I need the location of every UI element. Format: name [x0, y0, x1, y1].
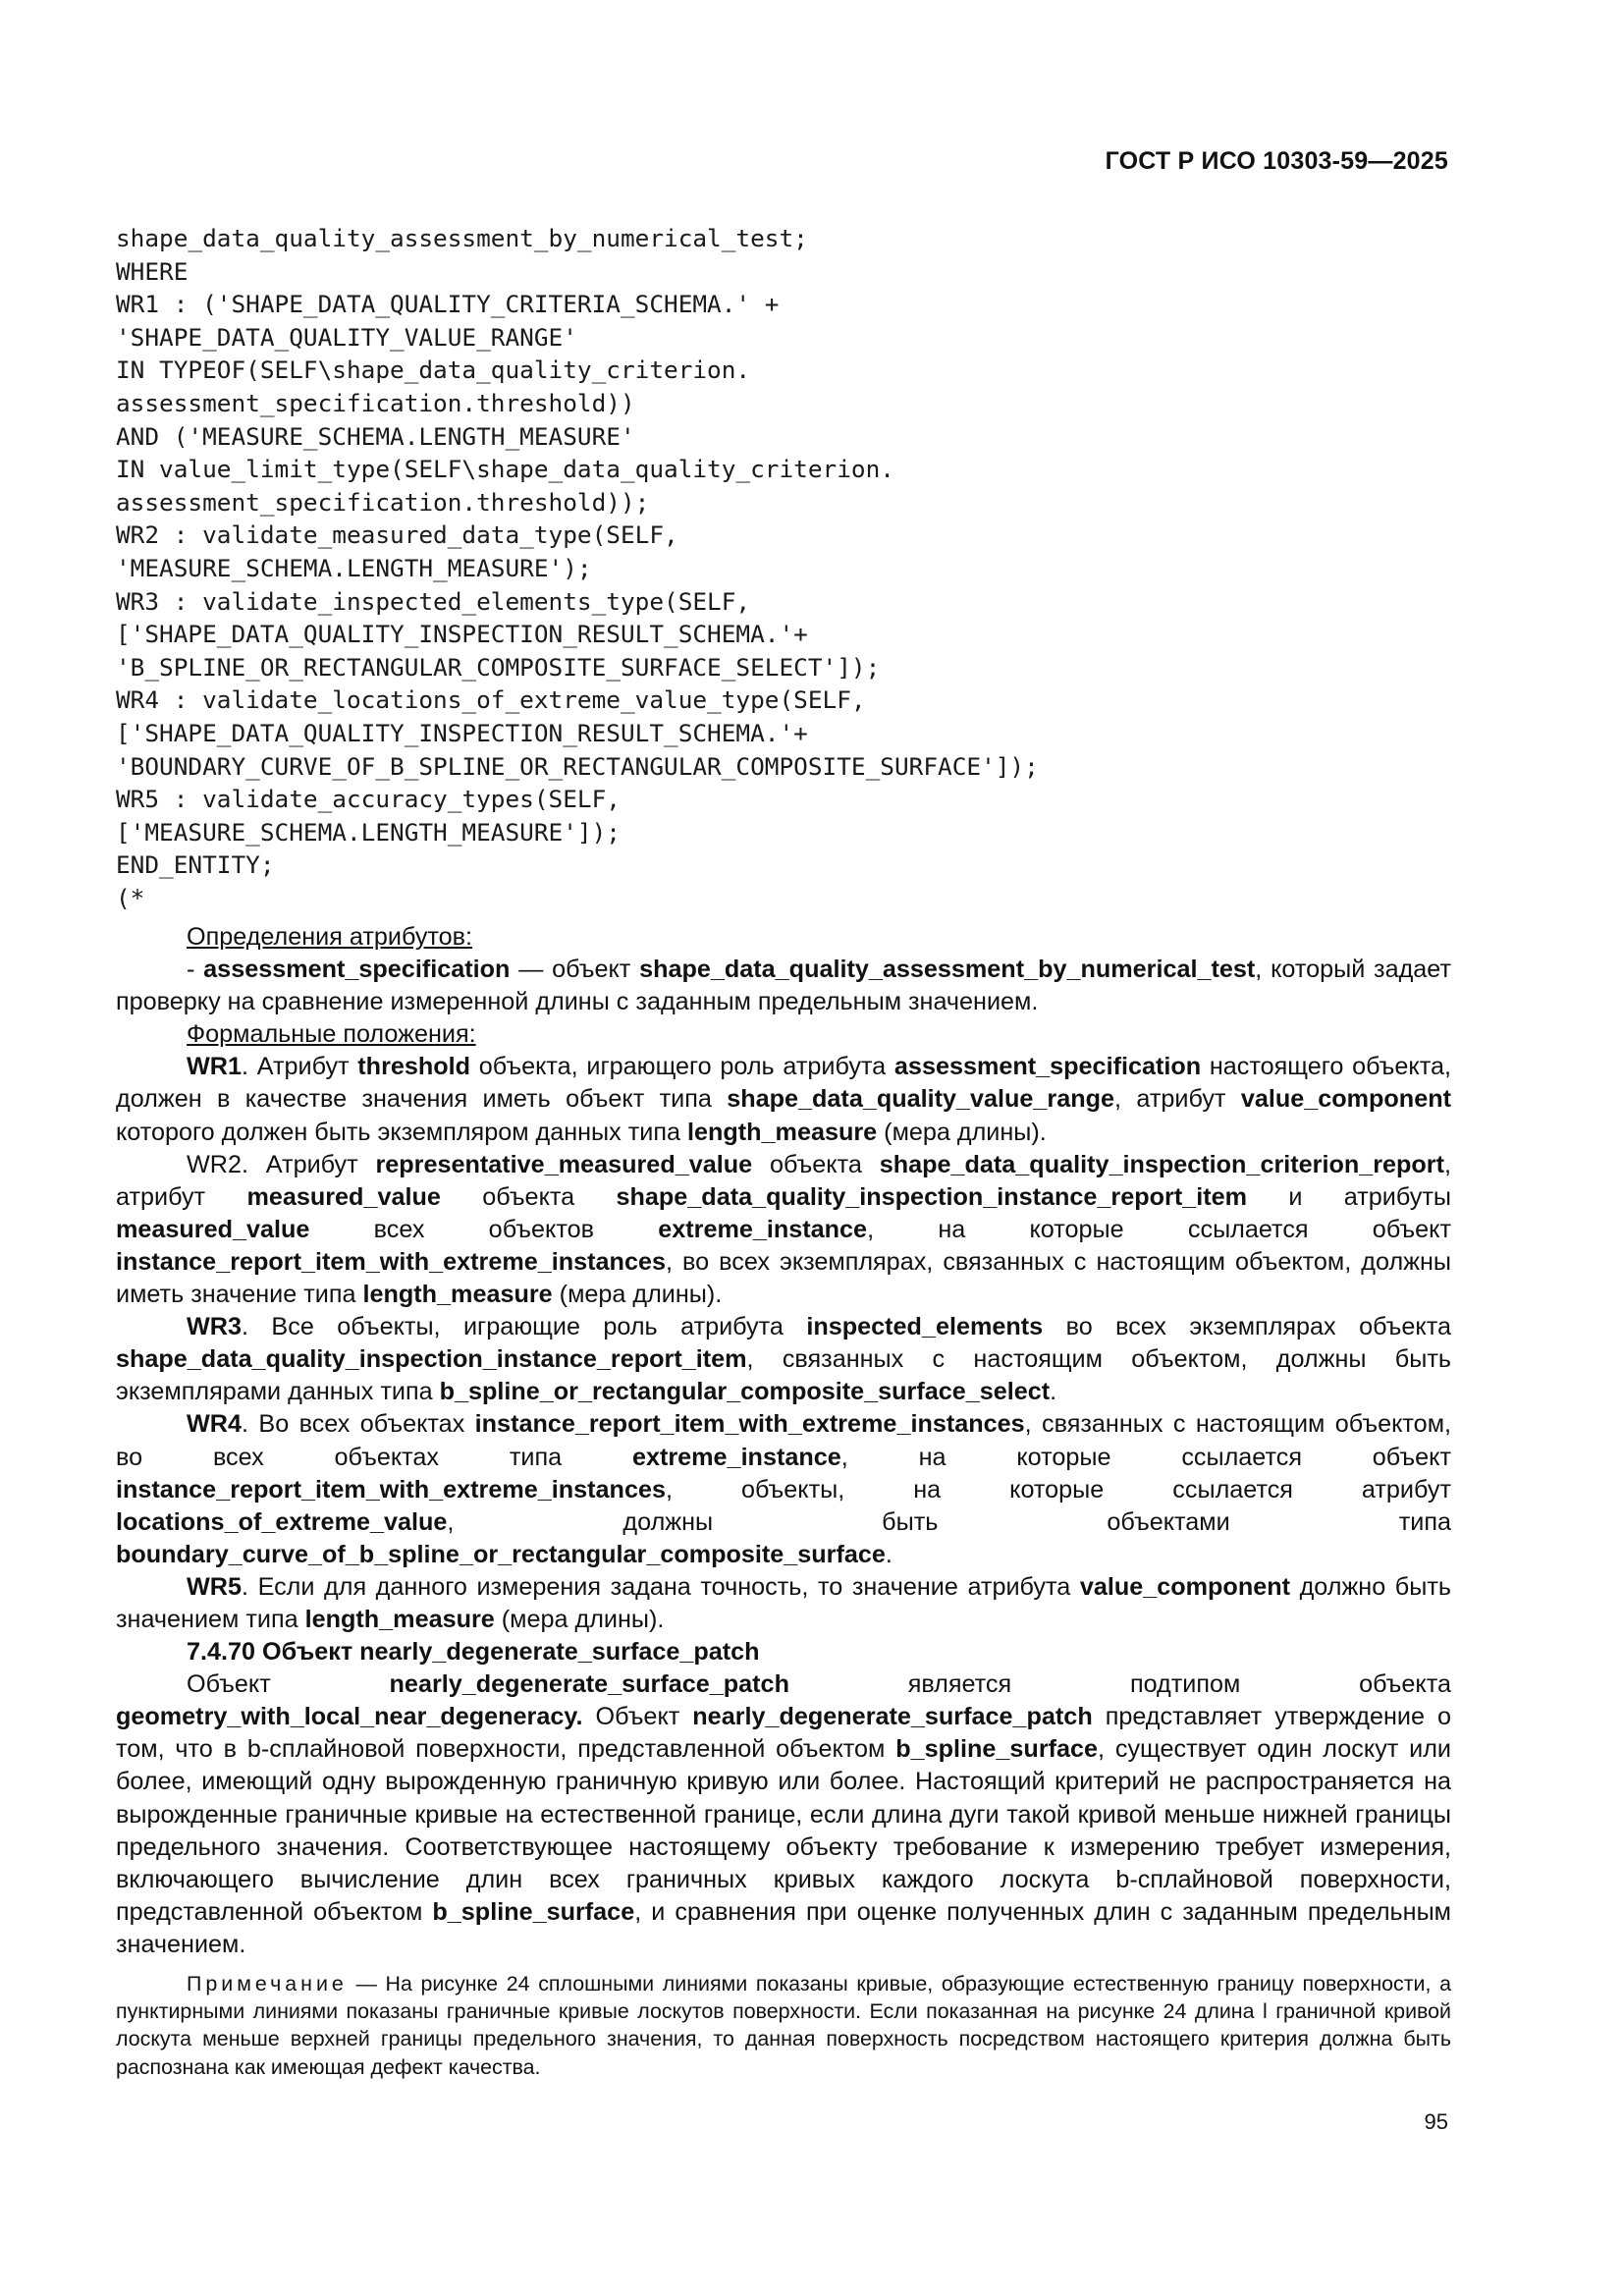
code-line: IN value_limit_type(SELF\shape_data_quality_criterion.: [116, 455, 894, 484]
code-line: WR1 : ('SHAPE_DATA_QUALITY_CRITERIA_SCHEMA.' +: [116, 290, 780, 319]
code-line: 'BOUNDARY_CURVE_OF_B_SPLINE_OR_RECTANGULAR_COMPOSITE_SURFACE']);: [116, 751, 1039, 781]
express-code-block: [116, 222, 1451, 914]
code-line: shape_data_quality_assessment_by_numerical_test;: [116, 224, 808, 252]
wr2-paragraph: WR2. Атрибут representative_measured_value объекта shape_data_quality_inspection_criterion_report, атрибут measured_value объекта shape_data_quality_inspection_instance_report_item и атрибуты measured_value всех объектов extreme_instance, на которые ссылается объект instance_report_item_with_extreme_instances, во всех экземплярах, связанных с настоящим объектом, должны иметь значение типа length_measure (мера длины).: [116, 1150, 1451, 1309]
code-line: ['MEASURE_SCHEMA.LENGTH_MEASURE']);: [116, 817, 621, 847]
section-paragraph: Объект nearly_degenerate_surface_patch является подтипом объекта geometry_with_local_near_degeneracy. Объект nearly_degenerate_surface_patch представляет утверждение о том, что в b-сплайновой поверхности, представленной объектом b_spline_surface, существует один лоскут или более, имеющий одну вырожденную граничную кривую или более. Настоящий критерий не распространяется на вырожденные граничные кривые на естественной границе, если длина дуги такой кривой меньше нижней границы предельного значения. Соответствующее настоящему объекту требование к измерению требует измерения, включающего вычисление длин всех граничных кривых каждого лоскута b-сплайновой поверхности, представленной объектом b_spline_surface, и сравнения при оценке полученных длин с заданным предельным значением.: [116, 1670, 1451, 1958]
code-line: WHERE: [116, 256, 189, 286]
page-number: 95: [1424, 2109, 1448, 2134]
wr4-paragraph: WR4. Во всех объектах instance_report_item_with_extreme_instances, связанных с настоящим объектом, во всех объектах типа extreme_instance, на которые ссылается объект instance_report_item_with_extreme_instances, объекты, на которые ссылается атрибут locations_of_extreme_value, должны быть объектами типа boundary_curve_of_b_spline_or_rectangular_composite_surface.: [116, 1410, 1452, 1568]
code-line: 'MEASURE_SCHEMA.LENGTH_MEASURE');: [116, 553, 592, 582]
code-line: WR2 : validate_measured_data_type(SELF,: [116, 520, 678, 550]
wr3-paragraph: WR3. Все объекты, играющие роль атрибута inspected_elements во всех экземплярах объекта shape_data_quality_inspection_instance_report_item, связанных с настоящим объектом, должны быть экземплярами данных типа b_spline_or_rectangular_composite_surface_select.: [116, 1313, 1451, 1406]
note-paragraph: Примечание — На рисунке 24 сплошными линиями показаны кривые, образующие естественную границу поверхности, а пунктирными линиями показаны граничные кривые лоскутов поверхности. Если показанная на рисунке 24 длина l граничной кривой лоскута меньше верхней границы предельного значения, то данная поверхность посредством настоящего критерия должна быть распознана как имеющая дефект качества.: [116, 1972, 1451, 2079]
code-line: WR5 : validate_accuracy_types(SELF,: [116, 785, 621, 814]
wr1-paragraph: WR1. Атрибут threshold объекта, играющего роль атрибута assessment_specification настоящего объекта, должен в качестве значения иметь объект типа shape_data_quality_value_range, атрибут value_component которого должен быть экземпляром данных типа length_measure (мера длины).: [116, 1053, 1451, 1146]
standard-header: ГОСТ Р ИСО 10303-59—2025: [1105, 147, 1448, 175]
code-line: IN TYPEOF(SELF\shape_data_quality_criterion.: [116, 355, 751, 385]
code-line: ['SHAPE_DATA_QUALITY_INSPECTION_RESULT_SCHEMA.'+: [116, 620, 808, 649]
section-title: 7.4.70 Объект nearly_degenerate_surface_patch: [187, 1638, 760, 1667]
attr-def-paragraph: - assessment_specification — объект shape_data_quality_assessment_by_numerical_test, который задает проверку на сравнение измеренной длины с заданным предельным значением.: [116, 956, 1452, 1016]
attr-defs-heading: Определения атрибутов:: [187, 923, 473, 951]
code-line: AND ('MEASURE_SCHEMA.LENGTH_MEASURE': [116, 421, 635, 451]
code-line: WR3 : validate_inspected_elements_type(SELF,: [116, 586, 751, 616]
code-line: WR4 : validate_locations_of_extreme_value_type(SELF,: [116, 685, 866, 715]
code-line: 'SHAPE_DATA_QUALITY_VALUE_RANGE': [116, 322, 577, 352]
document-body: [116, 921, 1451, 2081]
formal-heading: Формальные положения:: [187, 1020, 476, 1049]
code-line: (*: [116, 883, 145, 912]
code-line: END_ENTITY;: [116, 850, 275, 880]
code-line: assessment_specification.threshold)): [116, 388, 635, 417]
code-line: ['SHAPE_DATA_QUALITY_INSPECTION_RESULT_SCHEMA.'+: [116, 718, 808, 747]
wr5-paragraph: WR5. Если для данного измерения задана точность, то значение атрибута value_component должно быть значением типа length_measure (мера длины).: [116, 1572, 1451, 1633]
code-line: 'B_SPLINE_OR_RECTANGULAR_COMPOSITE_SURFACE_SELECT']);: [116, 652, 881, 682]
code-line: assessment_specification.threshold));: [116, 487, 650, 517]
